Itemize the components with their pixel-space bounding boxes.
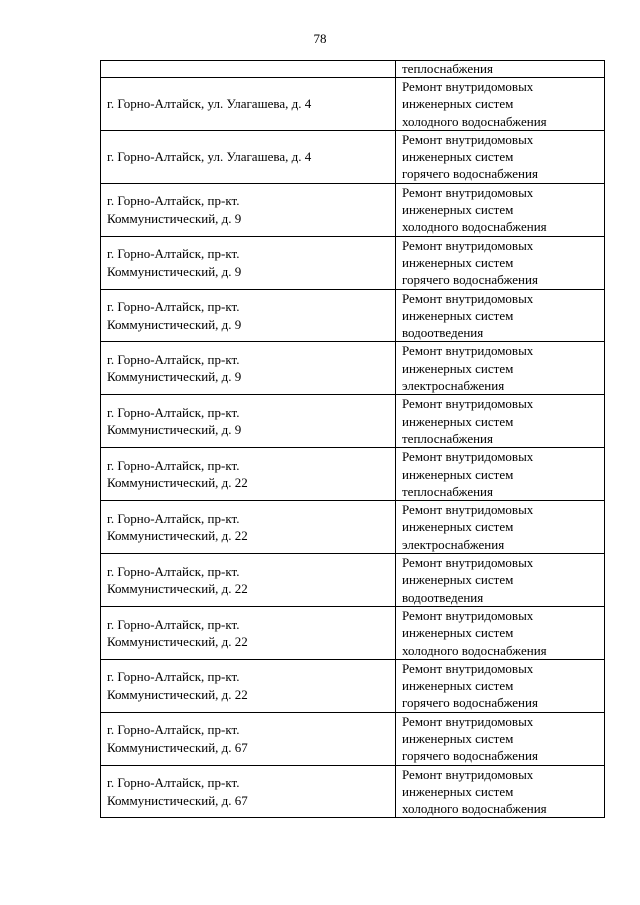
- work-cell: Ремонт внутридомовых инженерных систем водоотведения: [396, 289, 605, 342]
- address-cell: г. Горно-Алтайск, пр-кт. Коммунистический, д. 67: [101, 765, 396, 818]
- work-cell: Ремонт внутридомовых инженерных систем теплоснабжения: [396, 395, 605, 448]
- address-cell: г. Горно-Алтайск, пр-кт. Коммунистический, д. 22: [101, 659, 396, 712]
- table-row: [101, 395, 605, 448]
- table-row: [101, 606, 605, 659]
- table-row: [101, 448, 605, 501]
- work-cell: теплоснабжения: [396, 61, 605, 78]
- table-row: [101, 765, 605, 818]
- table-row: [101, 236, 605, 289]
- table-row: [101, 183, 605, 236]
- table-row: [101, 130, 605, 183]
- work-cell: Ремонт внутридомовых инженерных систем холодного водоснабжения: [396, 183, 605, 236]
- table-row: [101, 289, 605, 342]
- address-cell: г. Горно-Алтайск, пр-кт. Коммунистический, д. 9: [101, 289, 396, 342]
- table-row: [101, 554, 605, 607]
- address-cell: [101, 61, 396, 78]
- address-cell: г. Горно-Алтайск, пр-кт. Коммунистический, д. 22: [101, 554, 396, 607]
- address-cell: г. Горно-Алтайск, пр-кт. Коммунистический, д. 9: [101, 342, 396, 395]
- address-cell: г. Горно-Алтайск, пр-кт. Коммунистический, д. 9: [101, 183, 396, 236]
- address-cell: г. Горно-Алтайск, пр-кт. Коммунистический, д. 22: [101, 501, 396, 554]
- work-cell: Ремонт внутридомовых инженерных систем холодного водоснабжения: [396, 765, 605, 818]
- table-row: [101, 501, 605, 554]
- work-cell: Ремонт внутридомовых инженерных систем горячего водоснабжения: [396, 130, 605, 183]
- table-row: [101, 659, 605, 712]
- work-cell: Ремонт внутридомовых инженерных систем холодного водоснабжения: [396, 78, 605, 131]
- address-cell: г. Горно-Алтайск, ул. Улагашева, д. 4: [101, 78, 396, 131]
- work-cell: Ремонт внутридомовых инженерных систем электроснабжения: [396, 342, 605, 395]
- repair-table: [100, 60, 605, 818]
- address-cell: г. Горно-Алтайск, пр-кт. Коммунистический, д. 67: [101, 712, 396, 765]
- address-cell: г. Горно-Алтайск, пр-кт. Коммунистический, д. 9: [101, 395, 396, 448]
- work-cell: Ремонт внутридомовых инженерных систем водоотведения: [396, 554, 605, 607]
- table-body: [101, 61, 605, 818]
- work-cell: Ремонт внутридомовых инженерных систем горячего водоснабжения: [396, 712, 605, 765]
- work-cell: Ремонт внутридомовых инженерных систем холодного водоснабжения: [396, 606, 605, 659]
- address-cell: г. Горно-Алтайск, ул. Улагашева, д. 4: [101, 130, 396, 183]
- work-cell: Ремонт внутридомовых инженерных систем горячего водоснабжения: [396, 659, 605, 712]
- table-row: [101, 78, 605, 131]
- table-row: [101, 712, 605, 765]
- address-cell: г. Горно-Алтайск, пр-кт. Коммунистический, д. 9: [101, 236, 396, 289]
- address-cell: г. Горно-Алтайск, пр-кт. Коммунистический, д. 22: [101, 448, 396, 501]
- table-row: [101, 342, 605, 395]
- work-cell: Ремонт внутридомовых инженерных систем электроснабжения: [396, 501, 605, 554]
- work-cell: Ремонт внутридомовых инженерных систем теплоснабжения: [396, 448, 605, 501]
- page-number: 78: [313, 31, 327, 46]
- work-cell: Ремонт внутридомовых инженерных систем горячего водоснабжения: [396, 236, 605, 289]
- address-cell: г. Горно-Алтайск, пр-кт. Коммунистический, д. 22: [101, 606, 396, 659]
- table-row: [101, 61, 605, 78]
